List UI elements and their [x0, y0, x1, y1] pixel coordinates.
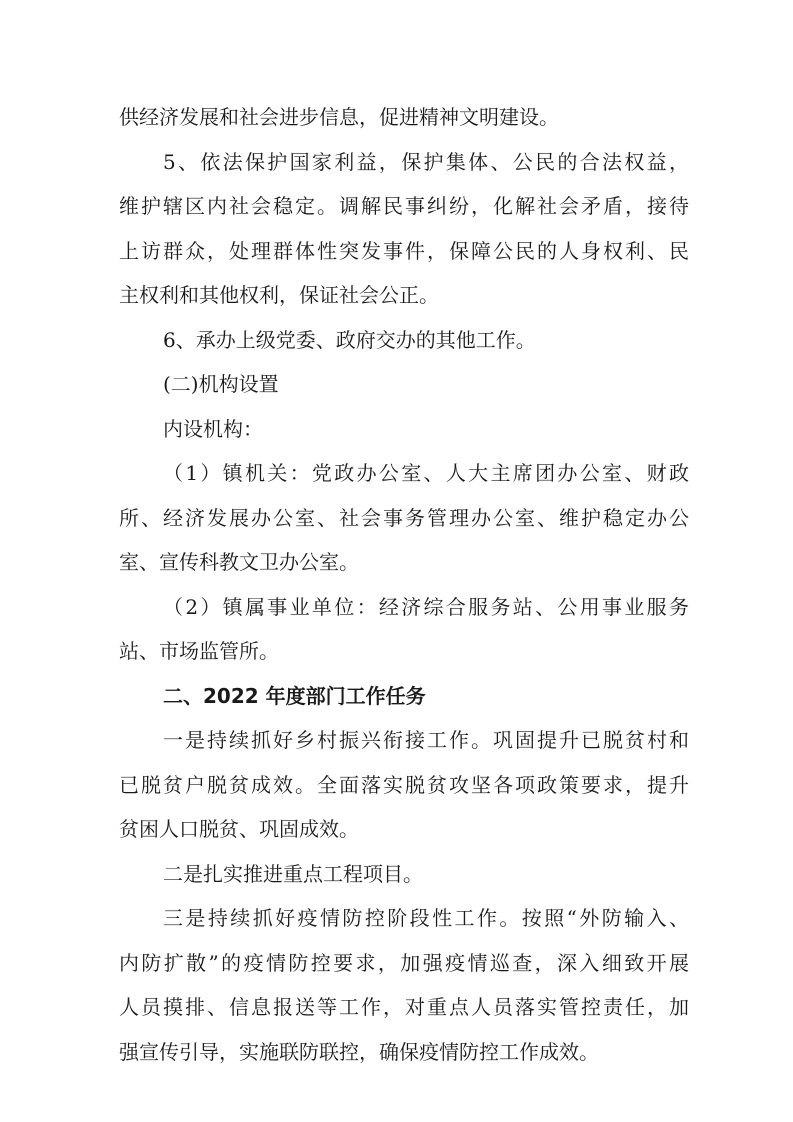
paragraph-line: 所、经济发展办公室、社会事务管理办公室、维护稳定办公 [119, 506, 689, 530]
paragraph-line: 内设机构： [163, 417, 263, 441]
paragraph-line: 站、市场监管所。 [119, 639, 279, 663]
paragraph-line: 二是扎实推进重点工程项目。 [163, 862, 423, 886]
paragraph-line: 6、承办上级党委、政府交办的其他工作。 [163, 328, 536, 352]
paragraph-line: 室、宣传科教文卫办公室。 [119, 550, 359, 574]
paragraph-line: 人员摸排、信息报送等工作，对重点人员落实管控责任，加 [119, 995, 689, 1019]
paragraph-line: 供经济发展和社会进步信息，促进精神文明建设。 [119, 105, 559, 129]
section-title: (二)机构设置 [163, 372, 279, 396]
paragraph-line: 贫困人口脱贫、巩固成效。 [119, 817, 359, 841]
section-heading: 二、2022 年度部门工作任务 [163, 684, 426, 708]
paragraph-line: 强宣传引导，实施联防联控，确保疫情防控工作成效。 [119, 1040, 599, 1064]
paragraph-line: 三是持续抓好疫情防控阶段性工作。按照“外防输入、 [163, 906, 689, 930]
paragraph-line: 5、依法保护国家利益，保护集体、公民的合法权益， [163, 150, 689, 174]
paragraph-line: 维护辖区内社会稳定。调解民事纠纷，化解社会矛盾，接待 [119, 194, 689, 218]
paragraph-line: （1）镇机关：党政办公室、人大主席团办公室、财政 [163, 461, 689, 485]
paragraph-line: 上访群众，处理群体性突发事件，保障公民的人身权利、民 [119, 239, 689, 263]
paragraph-line: 已脱贫户脱贫成效。全面落实脱贫攻坚各项政策要求，提升 [119, 773, 689, 797]
paragraph-line: （2）镇属事业单位：经济综合服务站、公用事业服务 [163, 595, 689, 619]
paragraph-line: 内防扩散”的疫情防控要求，加强疫情巡查，深入细致开展 [119, 951, 689, 975]
paragraph-line: 主权利和其他权利，保证社会公正。 [119, 283, 439, 307]
paragraph-line: 一是持续抓好乡村振兴衔接工作。巩固提升已脱贫村和 [163, 728, 689, 752]
